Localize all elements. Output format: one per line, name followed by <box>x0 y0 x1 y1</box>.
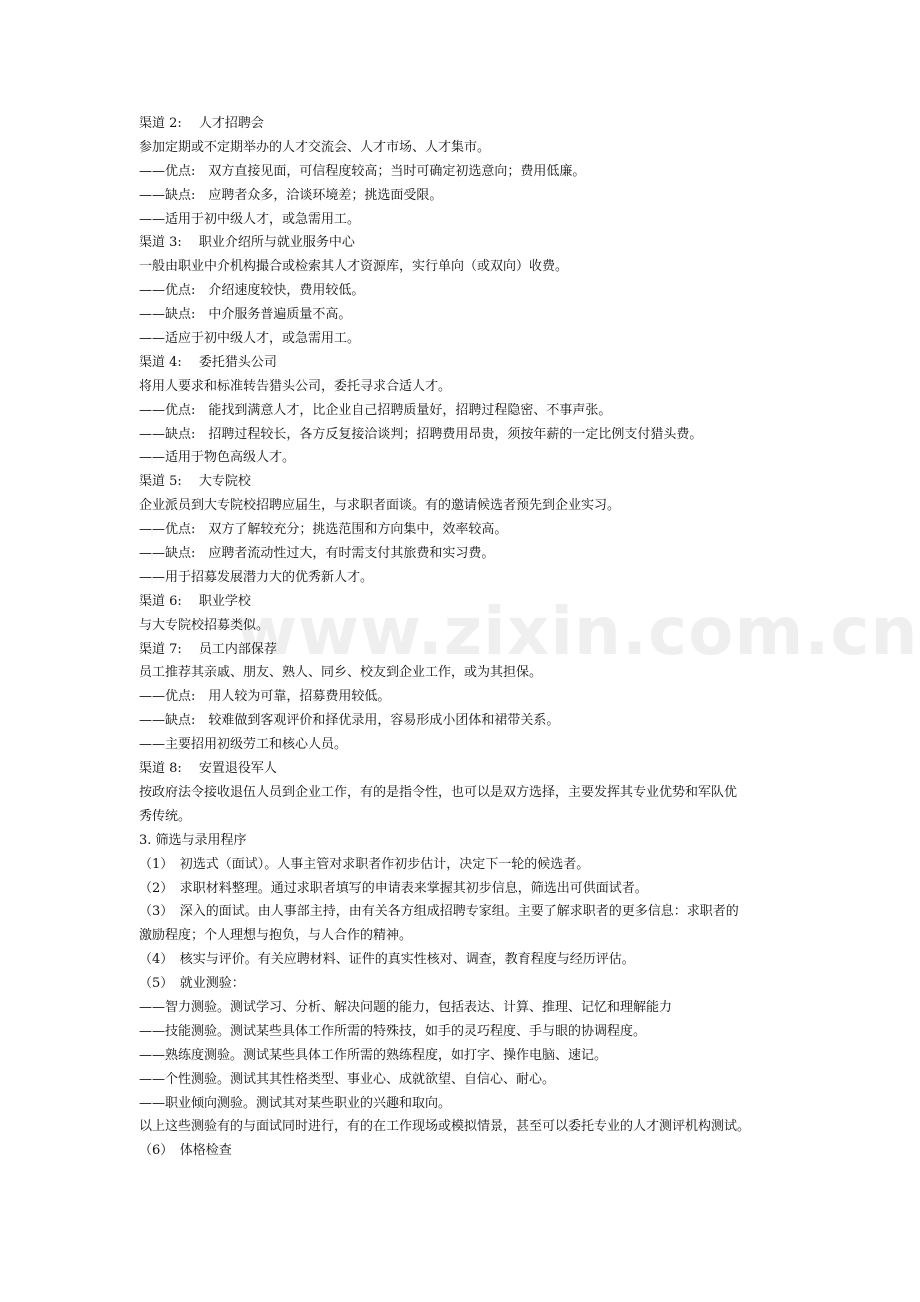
text-line: （5） 就业测验： <box>139 976 245 992</box>
text-line: （3） 深入的面试。由人事部主持，由有关各方组成招聘专家组。主要了解求职者的更多信息：求职者的 <box>139 904 739 920</box>
text-line: ——适用于初中级人才，或急需用工。 <box>139 211 361 227</box>
text-line: ——缺点: 中介服务普遍质量不高。 <box>139 307 352 323</box>
text-line: 渠道 3: 职业介绍所与就业服务中心 <box>139 235 355 251</box>
text-line: ——缺点: 招聘过程较长，各方反复接洽谈判；招聘费用昂贵，须按年薪的一定比例支付猎头费。 <box>139 426 703 442</box>
text-line: ——技能测验。测试某些具体工作所需的特殊技，如手的灵巧程度、手与眼的协调程度。 <box>139 1023 647 1039</box>
text-line: ——适应于初中级人才，或急需用工。 <box>139 331 361 347</box>
text-line: ——优点: 介绍速度较快，费用较低。 <box>139 283 365 299</box>
text-line: （4） 核实与评价。有关应聘材料、证件的真实性核对、调查，教育程度与经历评估。 <box>139 952 635 968</box>
text-line: ——缺点: 应聘者众多，洽谈环境差；挑选面受限。 <box>139 187 443 203</box>
text-line: 一般由职业中介机构撮合或检索其人才资源库，实行单向（或双向）收费。 <box>139 259 569 275</box>
text-line: 渠道 6: 职业学校 <box>139 593 251 609</box>
text-line: 3. 筛选与录用程序 <box>139 832 247 848</box>
text-line: ——优点: 双方直接见面，可信程度较高；当时可确定初选意向；费用低廉。 <box>139 163 586 179</box>
watermark: www.zixin.com.cn <box>236 593 919 670</box>
text-line: 渠道 7: 员工内部保荐 <box>139 641 277 657</box>
text-line: ——优点: 双方了解较充分；挑选范围和方向集中，效率较高。 <box>139 522 508 538</box>
text-line: ——适用于物色高级人才。 <box>139 450 296 466</box>
text-line: 参加定期或不定期举办的人才交流会、人才市场、人才集市。 <box>139 139 491 155</box>
text-line: ——熟练度测验。测试某些具体工作所需的熟练程度，如打字、操作电脑、速记。 <box>139 1047 608 1063</box>
text-line: 渠道 4: 委托猎头公司 <box>139 354 277 370</box>
text-line: ——优点: 用人较为可靠，招募费用较低。 <box>139 689 391 705</box>
text-line: ——缺点: 较难做到客观评价和择优录用，容易形成小团体和裙带关系。 <box>139 713 560 729</box>
text-line: （2） 求职材料整理。通过求职者填写的申请表来掌握其初步信息，筛选出可供面试者。 <box>139 880 648 896</box>
text-line: ——用于招募发展潜力大的优秀新人才。 <box>139 569 374 585</box>
text-line: 激励程度；个人理想与抱负，与人合作的精神。 <box>139 928 413 944</box>
text-line: 与大专院校招募类似。 <box>139 617 270 633</box>
text-line: 按政府法令接收退伍人员到企业工作，有的是指令性，也可以是双方选择，主要发挥其专业优势和军队优 <box>139 784 738 800</box>
text-line: ——智力测验。测试学习、分析、解决问题的能力，包括表达、计算、推理、记忆和理解能力 <box>139 999 673 1015</box>
text-line: （6） 体格检查 <box>139 1143 232 1159</box>
text-line: ——缺点: 应聘者流动性过大，有时需支付其旅费和实习费。 <box>139 546 495 562</box>
text-line: ——优点: 能找到满意人才，比企业自己招聘质量好，招聘过程隐密、不事声张。 <box>139 402 612 418</box>
text-line: ——职业倾向测验。测试其对某些职业的兴趣和取向。 <box>139 1095 452 1111</box>
text-line: ——主要招用初级劳工和核心人员。 <box>139 737 348 753</box>
text-line: 渠道 2: 人才招聘会 <box>139 116 264 131</box>
text-line: 渠道 5: 大专院校 <box>139 474 251 490</box>
text-line: （1） 初选式（面试）。人事主管对求职者作初步估计，决定下一轮的候选者。 <box>139 856 590 872</box>
text-line: 将用人要求和标准转告猎头公司，委托寻求合适人才。 <box>139 378 452 394</box>
text-line: 渠道 8: 安置退役军人 <box>139 761 277 777</box>
text-line: 以上这些测验有的与面试同时进行，有的在工作现场或模拟情景，甚至可以委托专业的人才测评机构测试。 <box>139 1119 751 1135</box>
text-line: 秀传统。 <box>139 808 192 824</box>
text-line: ——个性测验。测试其其性格类型、事业心、成就欲望、自信心、耐心。 <box>139 1071 556 1087</box>
document-body <box>139 112 919 1163</box>
text-line: 企业派员到大专院校招聘应届生，与求职者面谈。有的邀请候选者预先到企业实习。 <box>139 498 621 514</box>
text-line: 员工推荐其亲戚、朋友、熟人、同乡、校友到企业工作，或为其担保。 <box>139 665 543 681</box>
